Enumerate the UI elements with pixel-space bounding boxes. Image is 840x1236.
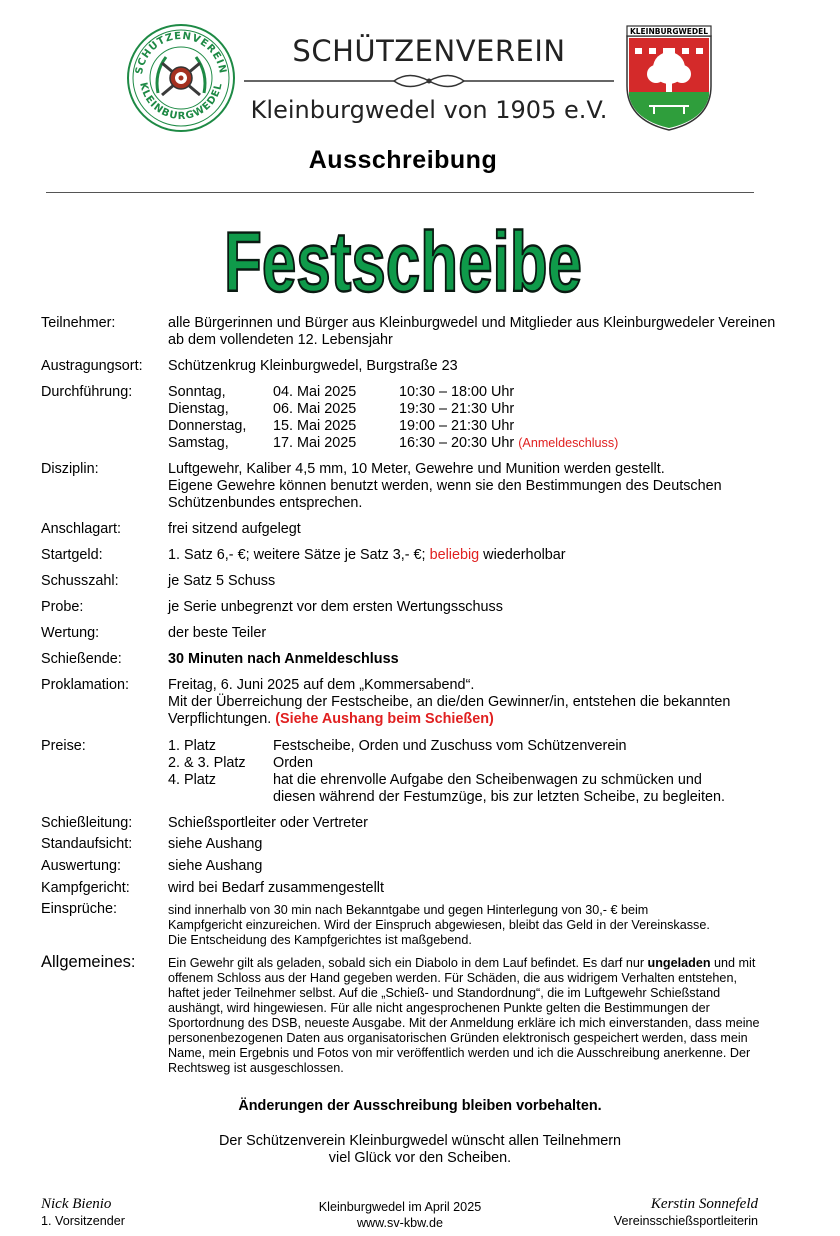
- value-disziplin-3: Schützenbundes entsprechen.: [168, 495, 363, 511]
- label-austragungsort: Austragungsort:: [41, 358, 143, 374]
- value-proklamation-2: Mit der Überreichung der Festscheibe, an die/den Gewinner/in, entstehen die bekannten: [168, 694, 731, 710]
- schedule-time: 16:30 – 20:30 Uhr: [399, 435, 515, 451]
- club-name: SCHÜTZENVEREIN: [292, 34, 566, 68]
- label-schiessleitung: Schießleitung:: [41, 815, 133, 831]
- schedule-day: Dienstag,: [168, 401, 229, 417]
- prize-place: 4. Platz: [168, 772, 216, 788]
- label-startgeld: Startgeld:: [41, 547, 103, 563]
- prize-description: Orden: [273, 755, 313, 771]
- svg-text:SCHÜTZENVEREIN: SCHÜTZENVEREIN: [134, 30, 228, 76]
- label-auswertung: Auswertung:: [41, 858, 121, 874]
- ornament-divider: [244, 70, 614, 92]
- prize-place: 1. Platz: [168, 738, 216, 754]
- festscheibe-title: [203, 205, 603, 309]
- wishes-line-1: Der Schützenverein Kleinburgwedel wünscht allen Teilnehmern: [218, 1133, 622, 1149]
- value-schiessleitung: Schießsportleiter oder Vertreter: [168, 815, 368, 831]
- highlight-beliebig: beliebig: [429, 547, 480, 563]
- value-probe: je Serie unbegrenzt vor dem ersten Wertungsschuss: [168, 599, 503, 615]
- label-schusszahl: Schusszahl:: [41, 573, 119, 589]
- value-allgemeines-8: Rechtsweg ist ausgeschlossen.: [168, 1061, 344, 1075]
- value-schusszahl: je Satz 5 Schuss: [168, 573, 276, 589]
- label-anschlagart: Anschlagart:: [41, 521, 121, 537]
- value-schiessende: 30 Minuten nach Anmeldeschluss: [168, 651, 399, 667]
- value-allgemeines-6: personenbezogenen Daten aus organisatorischen Gründen elektronisch gespeichert werden, dass mein: [168, 1031, 748, 1045]
- signature-right: Kerstin Sonnefeld: [650, 1196, 758, 1212]
- value-standaufsicht: siehe Aushang: [168, 836, 263, 852]
- prize-description: hat die ehrenvolle Aufgabe den Scheibenwagen zu schmücken und: [273, 772, 702, 788]
- value-disziplin-1: Luftgewehr, Kaliber 4,5 mm, 10 Meter, Gewehre und Munition werden gestellt.: [168, 461, 665, 477]
- value-austragungsort: Schützenkrug Kleinburgwedel, Burgstraße 23: [168, 358, 458, 374]
- label-allgemeines: Allgemeines:: [41, 953, 136, 971]
- label-standaufsicht: Standaufsicht:: [41, 836, 133, 852]
- change-notice: Änderungen der Ausschreibung bleiben vorbehalten.: [238, 1098, 602, 1114]
- value-allgemeines-5: Sportordnung des DSB, neueste Ausgabe. Mit der Anmeldung erkläre ich mich einverstanden, dass meine: [168, 1016, 760, 1030]
- schedule-date: 06. Mai 2025: [273, 401, 357, 417]
- schedule-day: Samstag,: [168, 435, 229, 451]
- svg-text:KLEINBURGWEDEL: KLEINBURGWEDEL: [629, 27, 709, 36]
- schedule-date: 15. Mai 2025: [273, 418, 357, 434]
- value-anschlagart: frei sitzend aufgelegt: [168, 521, 301, 537]
- value-teilnehmer-2: ab dem vollendeten 12. Lebensjahr: [168, 332, 393, 348]
- label-teilnehmer: Teilnehmer:: [41, 315, 116, 331]
- prize-description: Festscheibe, Orden und Zuschuss vom Schützenverein: [273, 738, 627, 754]
- schedule-day: Donnerstag,: [168, 418, 247, 434]
- value-proklamation-1: Freitag, 6. Juni 2025 auf dem „Kommersabend“.: [168, 677, 475, 693]
- wishes-line-2: viel Glück vor den Scheiben.: [328, 1150, 512, 1166]
- prize-description-continued: diesen während der Festumzüge, bis zur letzten Scheibe, zu begleiten.: [273, 789, 725, 805]
- svg-text:Festscheibe: Festscheibe: [224, 215, 582, 309]
- label-kampfgericht: Kampfgericht:: [41, 880, 130, 896]
- value-allgemeines-4: aushängt, wird hingewiesen. Für alle nicht angesprochenen Punkte gelten die Bestimmungen der: [168, 1001, 710, 1015]
- registration-deadline-note: (Anmeldeschluss): [518, 436, 619, 450]
- value-proklamation-3: Verpflichtungen. (Siehe Aushang beim Schießen): [168, 711, 494, 727]
- value-allgemeines-3: haftet jeder Teilnehmer selbst. Auf die „Schieß- und Standordnung“, die im Luftgewehr Schießstand: [168, 986, 721, 1000]
- value-allgemeines-1: Ein Gewehr gilt als geladen, sobald sich ein Diabolo in dem Lauf befindet. Es darf nur ungeladen und mit: [168, 956, 756, 970]
- town-crest: [624, 24, 714, 132]
- label-einsprueche: Einsprüche:: [41, 901, 117, 917]
- value-einsprueche-3: Die Entscheidung des Kampfgerichtes ist maßgebend.: [168, 933, 472, 947]
- label-preise: Preise:: [41, 738, 86, 754]
- schedule-date: 04. Mai 2025: [273, 384, 357, 400]
- footer-website[interactable]: www.sv-kbw.de: [356, 1216, 444, 1230]
- label-probe: Probe:: [41, 599, 84, 615]
- schedule-day: Sonntag,: [168, 384, 226, 400]
- value-kampfgericht: wird bei Bedarf zusammengestellt: [168, 880, 384, 896]
- svg-text:KLEINBURGWEDEL: KLEINBURGWEDEL: [137, 81, 225, 123]
- value-allgemeines-2: offenem Schloss aus der Hand gegeben werden. Für Schäden, die aus widrigem Verhalten entstehen,: [168, 971, 737, 985]
- schedule-time-final: [399, 435, 618, 452]
- signature-left: Nick Bienio: [41, 1196, 112, 1212]
- label-disziplin: Disziplin:: [41, 461, 99, 477]
- role-left: 1. Vorsitzender: [41, 1214, 126, 1228]
- value-startgeld: 1. Satz 6,- €; weitere Sätze je Satz 3,- €; beliebig wiederholbar: [168, 547, 566, 563]
- schedule-time: 19:30 – 21:30 Uhr: [399, 401, 515, 417]
- role-right: Vereinsschießsportleiterin: [613, 1214, 758, 1228]
- label-schiessende: Schießende:: [41, 651, 122, 667]
- footer-place-date: Kleinburgwedel im April 2025: [318, 1200, 482, 1214]
- value-teilnehmer-1: alle Bürgerinnen und Bürger aus Kleinburgwedel und Mitglieder aus Kleinburgwedeler Vereinen: [168, 315, 776, 331]
- highlight-aushang: (Siehe Aushang beim Schießen): [275, 711, 494, 727]
- divider: [46, 192, 754, 193]
- schedule-time: 19:00 – 21:30 Uhr: [399, 418, 515, 434]
- label-wertung: Wertung:: [41, 625, 100, 641]
- schedule-date: 17. Mai 2025: [273, 435, 357, 451]
- schedule-time: 10:30 – 18:00 Uhr: [399, 384, 515, 400]
- club-logo: [126, 23, 236, 133]
- value-auswertung: siehe Aushang: [168, 858, 263, 874]
- value-einsprueche-2: Kampfgericht einzureichen. Wird der Einspruch abgewiesen, bleibt das Geld in der Vereinskasse.: [168, 918, 710, 932]
- value-disziplin-2: Eigene Gewehre können benutzt werden, wenn sie den Bestimmungen des Deutschen: [168, 478, 722, 494]
- prize-place: 2. & 3. Platz: [168, 755, 246, 771]
- value-allgemeines-7: Name, mein Ergebnis und Fotos von mir veröffentlich werden und ich die Ausschreibung anerkenne. Der: [168, 1046, 751, 1060]
- club-subtitle: Kleinburgwedel von 1905 e.V.: [250, 96, 608, 124]
- label-durchfuehrung: Durchführung:: [41, 384, 133, 400]
- value-einsprueche-1: sind innerhalb von 30 min nach Bekanntgabe und gegen Hinterlegung von 30,- € beim: [168, 903, 649, 917]
- document-type: Ausschreibung: [308, 146, 498, 174]
- label-proklamation: Proklamation:: [41, 677, 129, 693]
- value-wertung: der beste Teiler: [168, 625, 267, 641]
- letterhead: [0, 0, 806, 140]
